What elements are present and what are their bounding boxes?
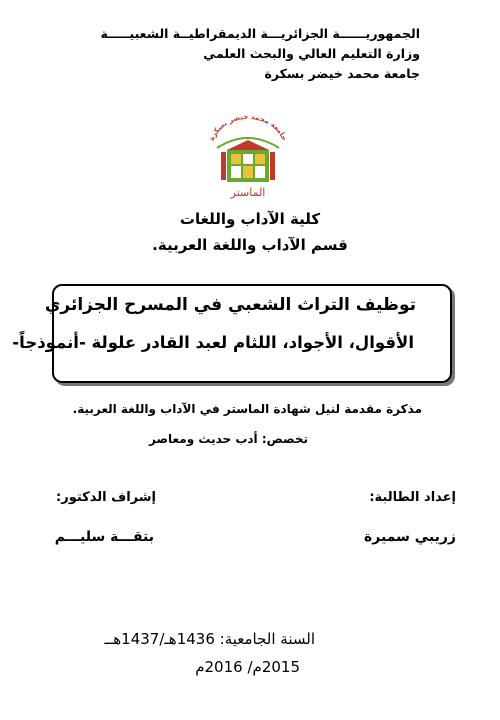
faculty-name: كلية الآداب واللغات: [179, 210, 321, 228]
supervisor-name: بتقـــة سليـــم: [54, 529, 154, 545]
university-heading: جامعة محمد خيضر بسكرة: [264, 66, 420, 81]
ministry-heading: وزارة التعليم العالي والبحث العلمي: [203, 46, 420, 61]
university-logo: [205, 112, 291, 204]
academic-year-hijri: السنة الجامعية: 1436هـ/1437هــ: [104, 630, 315, 648]
academic-year-gregorian: 2015م/ 2016م: [195, 658, 300, 676]
logo-emblem: [221, 140, 275, 182]
department-name: قسم الآداب واللغة العربية.: [152, 236, 348, 254]
logo-caption: الماستر: [230, 186, 266, 199]
thesis-purpose: مذكرة مقدمة لنيل شهادة الماستر في الآداب واللغة العربية.: [72, 402, 422, 416]
thesis-title-line-1: توظيف التراث الشعبي في المسرح الجزائري: [44, 295, 416, 315]
specialty: تخصص: أدب حديث ومعاصر: [148, 432, 308, 446]
thesis-title-line-2: الأقوال، الأجواد، اللثام لعبد القادر علولة -أنموذجاً-: [12, 333, 414, 352]
prepared-by-label: إعداد الطالبة:: [369, 490, 456, 505]
student-name: زريبي سميرة: [364, 529, 456, 545]
republic-heading: الجمهوريــــــة الجزائريـــة الديمقراطيــة الشعبيـــــة: [100, 26, 420, 41]
supervised-by-label: إشراف الدكتور:: [56, 490, 156, 505]
logo-arc-text: جامعة محمد خيضر بسكرة: [207, 112, 289, 142]
